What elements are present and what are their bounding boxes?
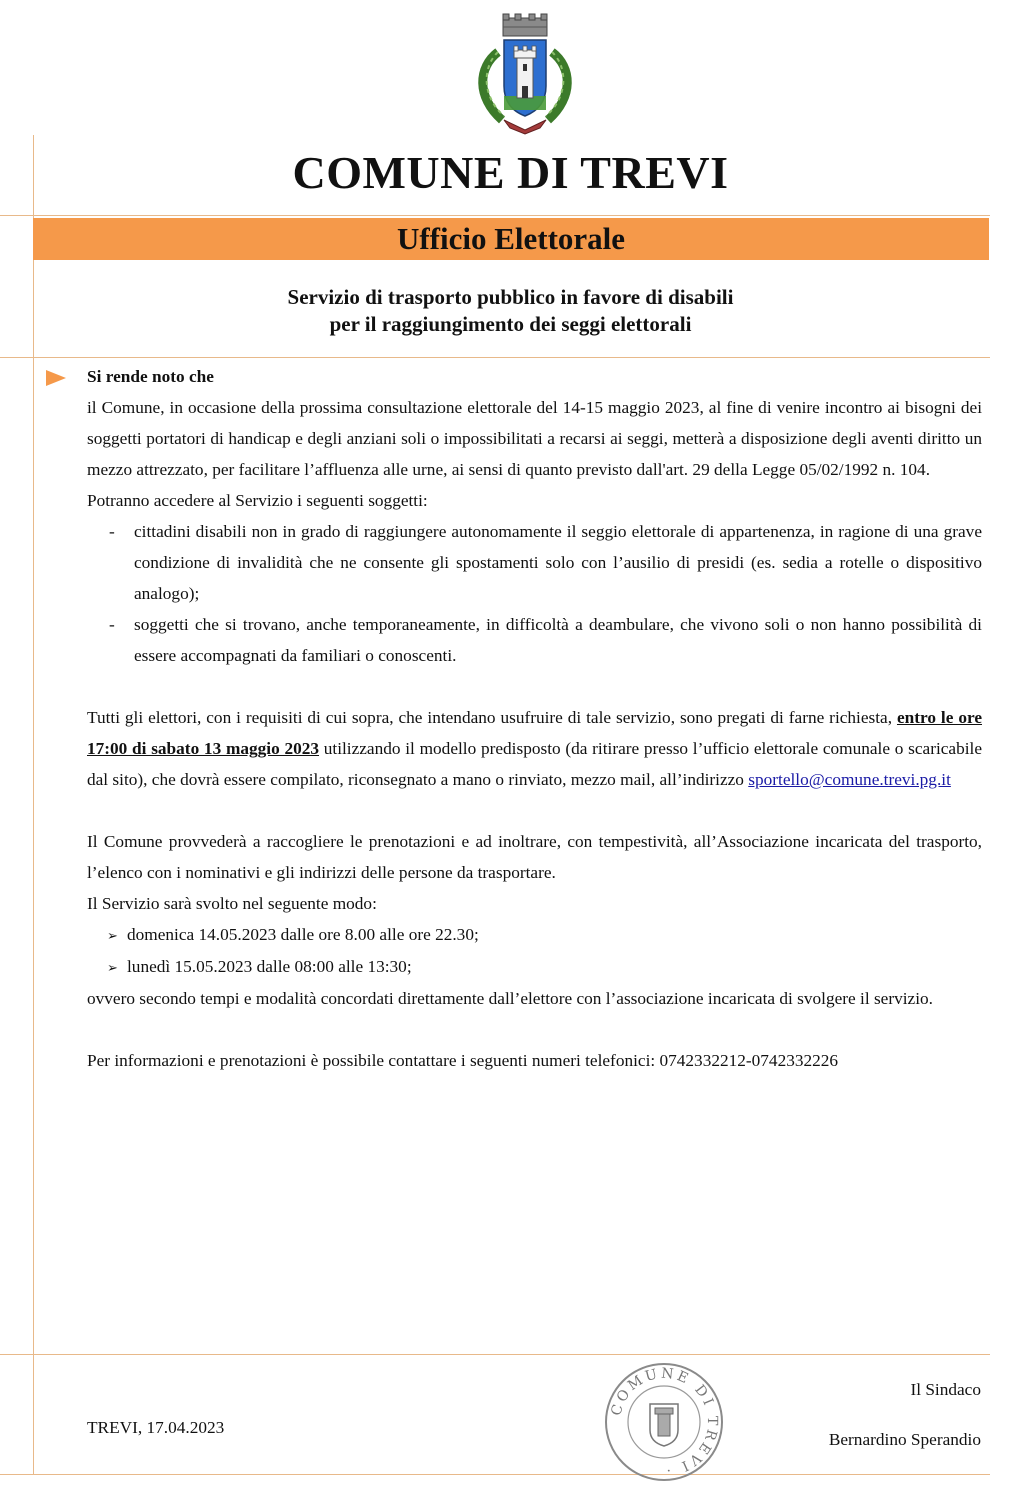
eligible-intro: Potranno accedere al Servizio i seguenti soggetti: bbox=[87, 491, 428, 510]
arrowhead-bullet-icon: ➢ bbox=[107, 960, 118, 975]
divider-footer bbox=[0, 1354, 990, 1355]
subject-line-2: per il raggiungimento dei seggi elettorali bbox=[329, 312, 692, 336]
official-stamp-icon bbox=[600, 1358, 728, 1486]
schedule-alt: ovvero secondo tempi e modalità concordati direttamente dall’elettore con l’associazione incaricata di svolgere il servizio. bbox=[87, 989, 933, 1008]
collect-paragraph: Il Comune provvederà a raccogliere le prenotazioni e ad inoltrare, con tempestività, all’Associazione incaricata del trasporto, l’elenco con i nominativi e gli indirizzi delle persone da trasportare. bbox=[87, 832, 982, 882]
notice-subject bbox=[0, 284, 1021, 338]
list-item: ➢ domenica 14.05.2023 dalle ore 8.00 alle ore 22.30; bbox=[87, 919, 982, 951]
office-title: Ufficio Elettorale bbox=[396, 221, 626, 256]
page-title: COMUNE DI TREVI bbox=[292, 147, 729, 198]
divider-body bbox=[0, 357, 990, 358]
issue-date: TREVI, 17.04.2023 bbox=[87, 1418, 225, 1437]
eligible-list bbox=[87, 516, 982, 671]
subject-line-1: Servizio di trasporto pubblico in favore di disabili bbox=[287, 285, 734, 309]
email-link[interactable]: sportello@comune.trevi.pg.it bbox=[748, 770, 951, 789]
request-paragraph: Tutti gli elettori, con i requisiti di cui sopra, che intendano usufruire di tale servizio, sono pregati di farne richiesta, entro le ore 17:00 di sabato 13 maggio 2023 utilizzando il modello predisposto (da ritirare presso l’ufficio elettorale comunale o scaricabile dal sito), che dovrà essere compilato, riconsegnato a mano o rinviato, mezzo mail, all’indirizzo sportello@comune.trevi.pg.it bbox=[87, 708, 983, 789]
svg-text:COMUNE DI TREVI ·: COMUNE DI TREVI · bbox=[608, 1365, 721, 1479]
schedule-list bbox=[87, 919, 982, 983]
deadline-text: entro le ore 17:00 di sabato 13 maggio 2023 bbox=[87, 708, 982, 758]
list-item: - cittadini disabili non in grado di raggiungere autonomamente il seggio elettorale di appartenenza, in ragione di una grave condizione di invalidità che ne consente gli spostamenti solo con l’ausilio di presidi (es. sedia a rotelle o dispositivo analogo); bbox=[109, 522, 982, 603]
schedule-intro: Il Servizio sarà svolto nel seguente modo: bbox=[87, 894, 377, 913]
list-item: - soggetti che si trovano, anche temporaneamente, in difficoltà a deambulare, che vivono soli o non hanno possibilità di essere accompagnati da familiari o conoscenti. bbox=[109, 615, 982, 665]
signer-name: Bernardino Sperandio bbox=[828, 1430, 981, 1449]
coat-of-arms-icon bbox=[470, 12, 580, 137]
office-band bbox=[33, 218, 989, 260]
lead-text: Si rende noto che bbox=[87, 367, 214, 386]
signer-role: Il Sindaco bbox=[910, 1380, 981, 1399]
list-item: ➢ lunedì 15.05.2023 dalle 08:00 alle 13:30; bbox=[87, 951, 982, 983]
contacts-paragraph: Per informazioni e prenotazioni è possibile contattare i seguenti numeri telefonici: 0742332212-0742332226 bbox=[87, 1051, 839, 1070]
arrowhead-bullet-icon: ➢ bbox=[107, 928, 118, 943]
pointer-arrow-icon bbox=[46, 370, 66, 386]
divider-bottom bbox=[0, 1474, 990, 1475]
divider-top bbox=[0, 215, 990, 216]
notice-body bbox=[87, 361, 982, 1076]
intro-paragraph: il Comune, in occasione della prossima consultazione elettorale del 14-15 maggio 2023, al fine di venire incontro ai bisogni dei soggetti portatori di handicap e degli anziani soli o impossibilitati a recarsi ai seggi, metterà a disposizione degli aventi diritto un mezzo attrezzato, per facilitare l’affluenza alle urne, ai sensi di quanto previsto dall'art. 29 della Legge 05/02/1992 n. 104. bbox=[87, 398, 982, 479]
